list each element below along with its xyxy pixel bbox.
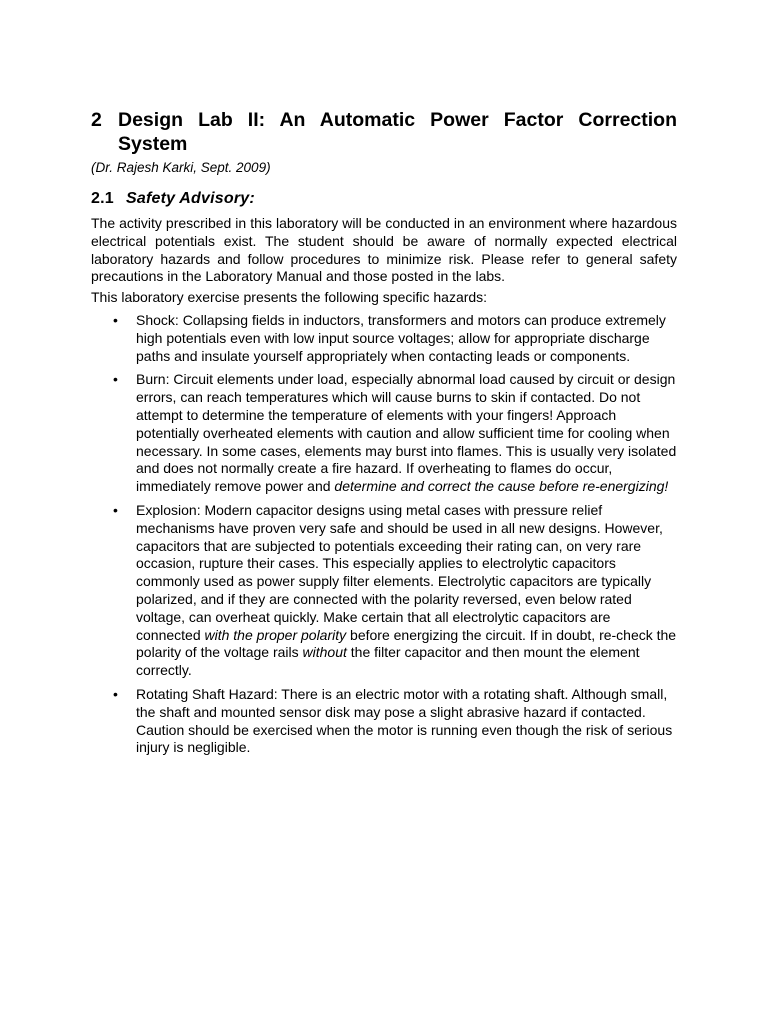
- bullet-icon: •: [113, 371, 118, 388]
- intro-paragraph: The activity prescribed in this laboratory will be conducted in an environment where hazardous electrical potentials exist. The student should be aware of normally expected electrical laboratory hazards and follow procedures to minimize risk. Please refer to general safety precautions in the Laboratory Manual and those posted in the labs.: [91, 215, 677, 285]
- author-byline: (Dr. Rajesh Karki, Sept. 2009): [91, 160, 271, 175]
- chapter-heading: [91, 108, 677, 156]
- hazard-explosion-text-3: the filter capacitor and then mount the element correctly.: [136, 644, 640, 679]
- hazard-burn-text: Burn: Circuit elements under load, especially abnormal load caused by circuit or design errors, can reach temperatures which will cause burns to skin if contacted. Do not attempt to determine the temperature of elements with your fingers! Approach potentially overheated elements with caution and allow sufficient time for cooling when necessary. In some cases, elements may burst into flames. This is usually very isolated and does not normally create a fire hazard. If overheating to flames do occur, immediately remove power and: [136, 371, 677, 495]
- hazard-explosion-italic-1: with the proper polarity: [204, 626, 347, 643]
- bullet-icon: •: [113, 501, 118, 518]
- hazard-explosion-text-2: before energizing the circuit. If in doubt, re-check the polarity of the voltage rails: [136, 626, 677, 661]
- section-heading: [91, 189, 677, 209]
- hazard-list: [91, 312, 677, 757]
- hazard-explosion-text-1: Explosion: Modern capacitor designs using metal cases with pressure relief mechanisms have proven very safe and should be used in all new designs. However, capacitors that are subjected to potentials exceeding their rating can, on very rare occasion, rupture their cases. This especially applies to electrolytic capacitors commonly used as power supply filter elements. Electrolytic capacitors are typically polarized, and if they are connected with the polarity reversed, even below rated voltage, can overheat quickly. Make certain that all electrolytic capacitors are connected: [136, 501, 663, 643]
- bullet-icon: •: [113, 685, 118, 702]
- chapter-title: Design Lab II: An Automatic Power Factor Correction System: [118, 109, 677, 155]
- hazard-rotating-shaft-text: Rotating Shaft Hazard: There is an electric motor with a rotating shaft. Although small, the shaft and mounted sensor disk may pose a slight abrasive hazard if contacted. Caution should be exercised when the motor is running even though the risk of serious injury is negligible.: [136, 685, 673, 756]
- section-title: Safety Advisory:: [126, 190, 255, 207]
- list-item: [91, 502, 677, 680]
- list-item: [91, 312, 677, 365]
- bullet-icon: •: [113, 311, 118, 328]
- section-number: 2.1: [91, 190, 114, 207]
- hazard-explosion-italic-2: without: [302, 644, 347, 661]
- list-item: [91, 371, 677, 496]
- chapter-number: 2: [91, 109, 102, 131]
- document-page: [91, 108, 677, 763]
- hazards-lead-paragraph: This laboratory exercise presents the following specific hazards:: [91, 289, 488, 306]
- hazard-shock-text: Shock: Collapsing fields in inductors, transformers and motors can produce extremely high potentials even with low input source voltages; allow for appropriate discharge paths and insulate yourself appropriately when contacting leads or components.: [136, 311, 666, 364]
- list-item: [91, 686, 677, 757]
- hazard-burn-italic: determine and correct the cause before re-energizing!: [334, 478, 669, 495]
